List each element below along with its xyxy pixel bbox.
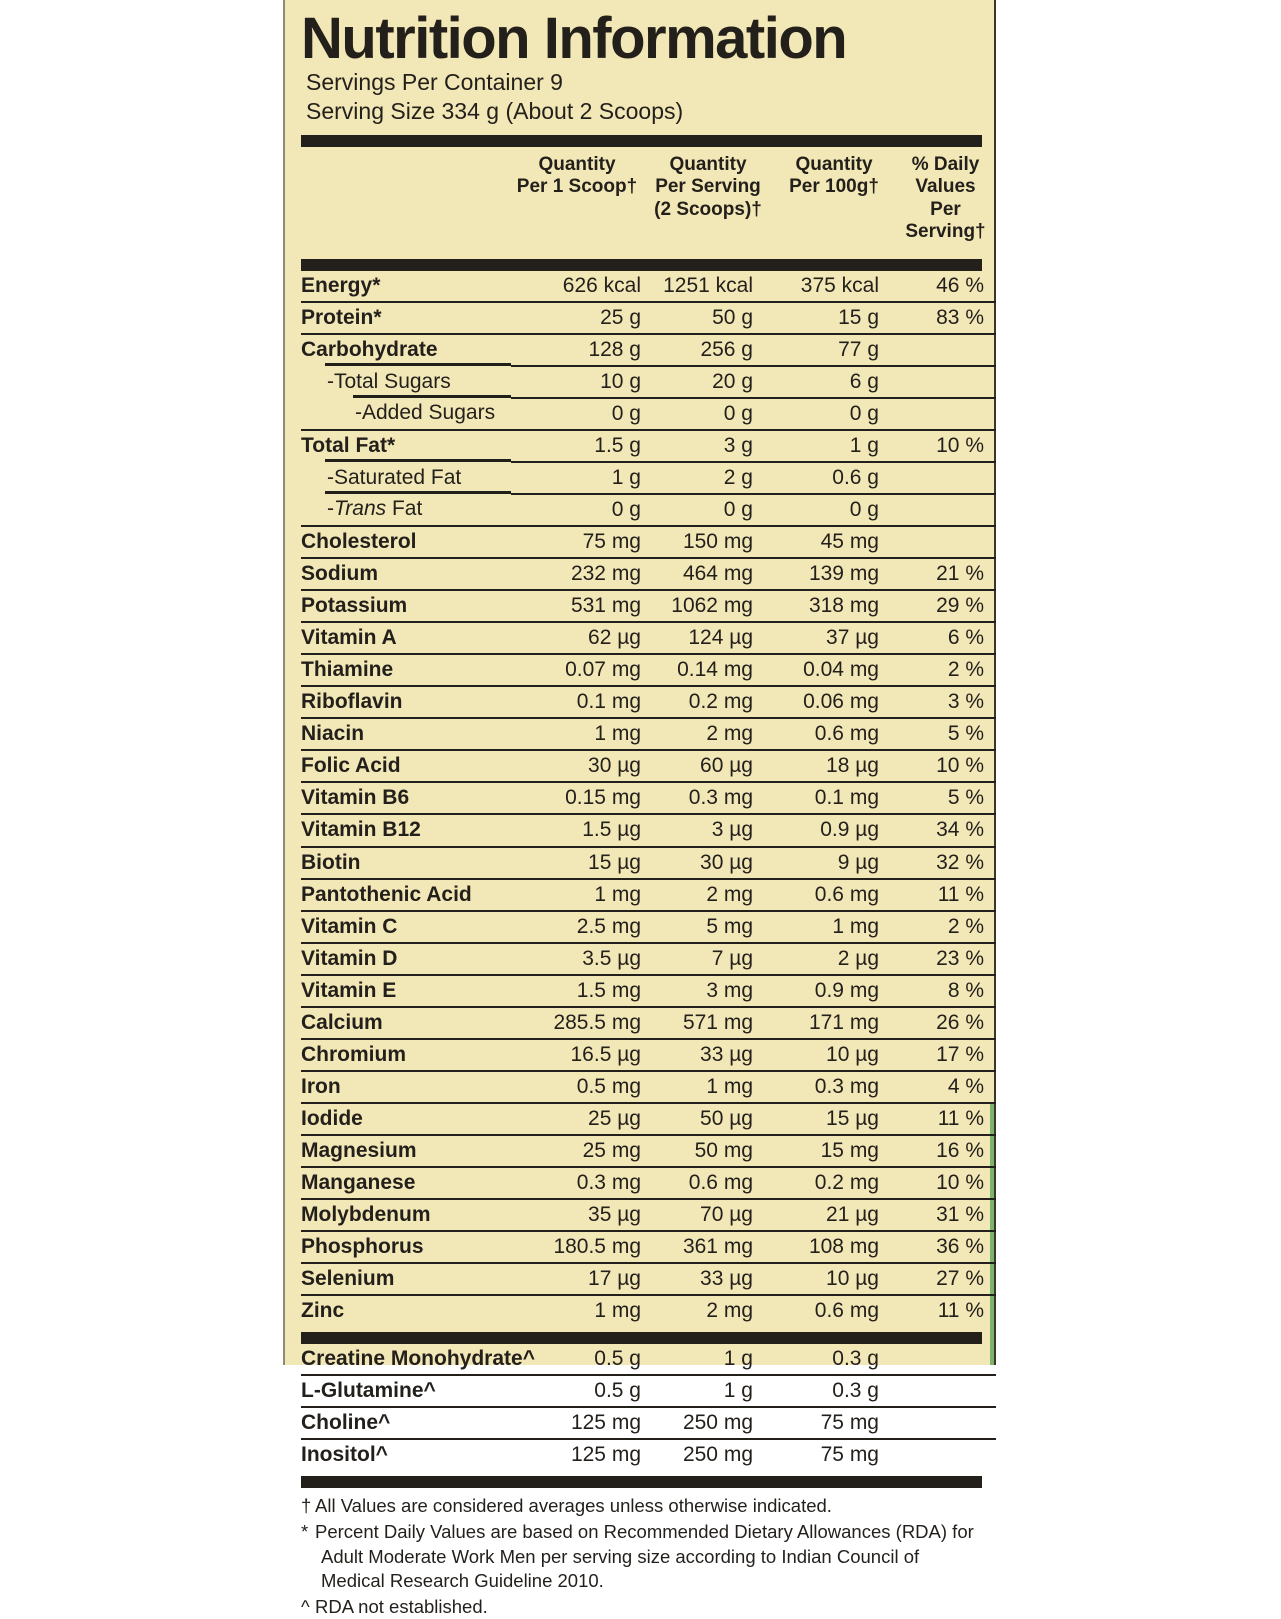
nutrient-name: Molybdenum — [301, 1199, 511, 1231]
footnote-dagger — [301, 1494, 982, 1519]
value-per-100g: 2 µg — [773, 943, 895, 975]
nutrient-name: Niacin — [301, 718, 511, 750]
value-per-1-scoop: 35 µg — [511, 1199, 643, 1231]
value-per-serving: 150 mg — [643, 526, 773, 558]
value-per-1-scoop: 25 µg — [511, 1103, 643, 1135]
nutrient-name: -Added Sugars — [301, 398, 511, 430]
value-per-serving: 30 µg — [643, 847, 773, 879]
value-per-100g: 0.9 mg — [773, 975, 895, 1007]
value-per-1-scoop: 15 µg — [511, 847, 643, 879]
value-per-serving: 50 mg — [643, 1135, 773, 1167]
value-per-1-scoop: 0.3 mg — [511, 1167, 643, 1199]
header-pdv-line3: Per Serving† — [905, 198, 986, 243]
value-per-100g: 0.3 g — [773, 1375, 895, 1407]
value-per-100g: 108 mg — [773, 1231, 895, 1263]
value-per-100g: 9 µg — [773, 847, 895, 879]
table-row — [301, 686, 996, 718]
value-per-1-scoop: 531 mg — [511, 590, 643, 622]
value-per-100g: 0.1 mg — [773, 782, 895, 814]
table-row — [301, 622, 996, 654]
value-per-serving: 0.6 mg — [643, 1167, 773, 1199]
table-row — [301, 590, 996, 622]
value-per-1-scoop: 1 mg — [511, 718, 643, 750]
value-per-serving: 1 g — [643, 1375, 773, 1407]
value-per-1-scoop: 30 µg — [511, 750, 643, 782]
value-per-1-scoop: 62 µg — [511, 622, 643, 654]
value-per-1-scoop: 1.5 g — [511, 430, 643, 462]
table-row — [301, 1407, 996, 1439]
value-per-100g: 1 mg — [773, 911, 895, 943]
table-row — [301, 814, 996, 846]
value-per-serving: 5 mg — [643, 911, 773, 943]
value-per-1-scoop: 125 mg — [511, 1439, 643, 1470]
value-per-1-scoop: 0.5 g — [511, 1375, 643, 1407]
value-per-100g: 171 mg — [773, 1007, 895, 1039]
value-per-serving: 3 mg — [643, 975, 773, 1007]
value-per-100g: 1 g — [773, 430, 895, 462]
value-per-serving: 361 mg — [643, 1231, 773, 1263]
value-per-serving: 70 µg — [643, 1199, 773, 1231]
value-per-serving: 2 g — [643, 462, 773, 494]
value-percent-daily: 3 % — [895, 686, 996, 718]
value-per-100g: 0.6 mg — [773, 879, 895, 911]
table-row — [301, 847, 996, 879]
value-per-1-scoop: 1.5 µg — [511, 814, 643, 846]
value-per-100g: 0.3 g — [832, 1347, 879, 1371]
value-percent-daily — [895, 1407, 996, 1439]
italic-term: Trans — [334, 497, 387, 521]
value-per-100g: 77 g — [773, 334, 895, 366]
value-percent-daily: 26 % — [895, 1007, 996, 1039]
value-per-1-scoop: 0.15 mg — [511, 782, 643, 814]
value-percent-daily: 11 % — [895, 879, 996, 911]
nutrient-name: Chromium — [301, 1039, 511, 1071]
nutrient-name: Sodium — [301, 558, 511, 590]
value-per-1-scoop: 1 g — [511, 462, 643, 494]
column-header-row — [301, 147, 996, 253]
value-per-100g: 37 µg — [773, 622, 895, 654]
table-row — [301, 1295, 996, 1326]
value-per-1-scoop: 1.5 mg — [511, 975, 643, 1007]
value-per-1-scoop: 25 mg — [511, 1135, 643, 1167]
value-per-100g: 0 g — [773, 494, 895, 526]
value-per-1-scoop: 75 mg — [511, 526, 643, 558]
value-per-serving: 1251 kcal — [663, 273, 753, 297]
nutrient-name: Cholesterol — [301, 526, 511, 558]
table-row — [301, 1135, 996, 1167]
value-percent-daily — [895, 1344, 996, 1375]
value-per-100g: 21 µg — [773, 1199, 895, 1231]
footnote-asterisk-marker: * — [301, 1520, 309, 1542]
table-row — [301, 1167, 996, 1199]
value-percent-daily: 31 % — [895, 1199, 996, 1231]
value-per-100g: 318 mg — [773, 590, 895, 622]
value-percent-daily: 23 % — [895, 943, 996, 975]
header-pdv-line2: Values — [915, 176, 976, 198]
header-per-100g-line1: Quantity — [795, 154, 873, 176]
nutrient-name: Riboflavin — [301, 686, 511, 718]
nutrient-name: Iodide — [301, 1103, 511, 1135]
header-bottom-bar — [301, 259, 982, 271]
nutrient-name: Manganese — [301, 1167, 511, 1199]
table-row — [301, 558, 996, 590]
table-row — [301, 526, 996, 558]
nutrient-name: Inositol^ — [301, 1439, 511, 1470]
value-per-1-scoop: 125 mg — [511, 1407, 643, 1439]
value-percent-daily: 5 % — [895, 718, 996, 750]
header-top-bar — [301, 135, 982, 147]
value-per-serving: 3 µg — [643, 814, 773, 846]
nutrient-name: L-Glutamine^ — [301, 1375, 511, 1407]
nutrient-name: Vitamin A — [301, 622, 511, 654]
table-row — [301, 1039, 996, 1071]
footnote-caret-marker: ^ — [301, 1595, 310, 1617]
value-per-1-scoop: 0.07 mg — [511, 654, 643, 686]
value-per-serving: 571 mg — [643, 1007, 773, 1039]
page-title: Nutrition Information — [301, 6, 847, 71]
nutrient-name: Zinc — [301, 1295, 511, 1326]
value-percent-daily: 27 % — [895, 1263, 996, 1295]
value-percent-daily — [895, 334, 996, 366]
header-nutrient — [301, 147, 511, 253]
nutrient-name: Folic Acid — [301, 750, 511, 782]
value-per-100g: 0.6 g — [773, 462, 895, 494]
column-header-table — [301, 147, 996, 253]
value-per-serving: 0.2 mg — [643, 686, 773, 718]
value-per-100g: 75 mg — [773, 1439, 895, 1470]
value-per-serving: 50 µg — [643, 1103, 773, 1135]
value-per-serving: 250 mg — [643, 1407, 773, 1439]
table-row — [301, 911, 996, 943]
nutrient-name: Vitamin E — [301, 975, 511, 1007]
value-per-serving: 1 mg — [643, 1071, 773, 1103]
value-per-serving: 3 g — [643, 430, 773, 462]
value-per-1-scoop: 180.5 mg — [511, 1231, 643, 1263]
table-row — [301, 430, 996, 462]
footnote-dagger-text: All Values are considered averages unless otherwise indicated. — [315, 1495, 832, 1517]
nutrient-name: Biotin — [301, 847, 511, 879]
nutrient-name: Vitamin C — [301, 911, 511, 943]
value-per-serving: 2 mg — [643, 879, 773, 911]
table-row — [301, 1199, 996, 1231]
table-row — [301, 943, 996, 975]
value-per-serving: 7 µg — [643, 943, 773, 975]
value-percent-daily: 21 % — [895, 558, 996, 590]
header-per-1-scoop-line2: Per 1 Scoop† — [516, 176, 638, 198]
value-per-serving: 250 mg — [643, 1439, 773, 1470]
value-per-100g: 75 mg — [773, 1407, 895, 1439]
value-per-100g: 0.04 mg — [773, 654, 895, 686]
value-per-serving: 60 µg — [643, 750, 773, 782]
value-per-serving: 33 µg — [643, 1263, 773, 1295]
value-per-1-scoop: 626 kcal — [562, 273, 641, 297]
value-per-serving: 0 g — [643, 494, 773, 526]
value-percent-daily: 36 % — [895, 1231, 996, 1263]
footnote-asterisk — [301, 1520, 982, 1594]
nutrient-name: -Saturated Fat — [301, 462, 511, 494]
nutrient-name: -Total Sugars — [301, 366, 511, 398]
table-row — [301, 1263, 996, 1295]
value-per-100g: 0 g — [773, 398, 895, 430]
value-percent-daily — [895, 494, 996, 526]
nutrient-name: Vitamin B6 — [301, 782, 511, 814]
value-per-100g: 0.3 mg — [773, 1071, 895, 1103]
footnotes — [301, 1488, 982, 1619]
extra-ingredients-top-bar — [301, 1332, 982, 1344]
value-per-100g: 0.6 mg — [773, 718, 895, 750]
value-percent-daily: 11 % — [895, 1295, 996, 1326]
value-per-100g: 15 g — [773, 302, 895, 334]
servings-per-container: Servings Per Container 9 — [306, 69, 563, 95]
table-row — [301, 1344, 996, 1375]
nutrient-name: Energy* — [301, 273, 381, 297]
value-per-serving: 464 mg — [643, 558, 773, 590]
value-percent-daily: 34 % — [895, 814, 996, 846]
footnote-dagger-marker: † — [301, 1495, 312, 1517]
value-per-serving: 1 g — [723, 1347, 753, 1371]
table-row — [301, 366, 996, 398]
value-per-serving: 2 mg — [643, 718, 773, 750]
header-per-serving-line2: Per Serving — [655, 176, 761, 198]
header-per-1-scoop-line1: Quantity — [538, 154, 616, 176]
value-per-1-scoop: 1 mg — [511, 879, 643, 911]
value-per-serving: 124 µg — [643, 622, 773, 654]
nutrient-table — [301, 271, 996, 1327]
value-percent-daily: 6 % — [895, 622, 996, 654]
nutrient-name: Magnesium — [301, 1135, 511, 1167]
header-percent-daily-values — [895, 147, 996, 253]
header-per-100g-line2: Per 100g† — [789, 176, 879, 198]
value-percent-daily — [895, 1375, 996, 1407]
value-per-1-scoop: 17 µg — [511, 1263, 643, 1295]
value-percent-daily — [895, 462, 996, 494]
value-percent-daily — [895, 526, 996, 558]
value-per-1-scoop: 232 mg — [511, 558, 643, 590]
header-per-serving-line1: Quantity — [669, 154, 747, 176]
table-row — [301, 1375, 996, 1407]
value-per-1-scoop: 10 g — [511, 366, 643, 398]
nutrient-name: Iron — [301, 1071, 511, 1103]
value-percent-daily: 83 % — [895, 302, 996, 334]
value-per-1-scoop: 1 mg — [511, 1295, 643, 1326]
nutrient-name: Carbohydrate — [301, 334, 511, 366]
value-per-1-scoop: 0 g — [511, 398, 643, 430]
header-per-100g — [773, 147, 895, 253]
value-per-serving: 256 g — [643, 334, 773, 366]
value-per-100g: 18 µg — [773, 750, 895, 782]
value-percent-daily: 11 % — [895, 1103, 996, 1135]
serving-size: Serving Size 334 g (About 2 Scoops) — [306, 97, 684, 124]
table-row — [301, 334, 996, 366]
value-per-1-scoop: 128 g — [511, 334, 643, 366]
value-per-100g: 375 kcal — [800, 273, 879, 297]
value-per-100g: 10 µg — [773, 1263, 895, 1295]
value-per-1-scoop: 2.5 mg — [511, 911, 643, 943]
value-per-100g: 0.6 mg — [773, 1295, 895, 1326]
table-row — [301, 975, 996, 1007]
value-per-1-scoop: 0.1 mg — [511, 686, 643, 718]
table-row — [301, 1071, 996, 1103]
value-per-1-scoop: 16.5 µg — [511, 1039, 643, 1071]
value-per-100g: 0.2 mg — [773, 1167, 895, 1199]
table-row — [301, 494, 996, 526]
value-per-serving: 33 µg — [643, 1039, 773, 1071]
header-per-serving — [643, 147, 773, 253]
value-per-100g: 45 mg — [773, 526, 895, 558]
value-percent-daily: 10 % — [895, 1167, 996, 1199]
table-row — [301, 782, 996, 814]
nutrient-name: Phosphorus — [301, 1231, 511, 1263]
nutrient-name: Protein* — [301, 302, 511, 334]
table-row — [301, 462, 996, 494]
value-per-100g: 15 µg — [773, 1103, 895, 1135]
value-per-serving: 1062 mg — [643, 590, 773, 622]
value-per-100g: 6 g — [773, 366, 895, 398]
nutrient-name: Thiamine — [301, 654, 511, 686]
value-percent-daily: 2 % — [895, 654, 996, 686]
header-per-serving-line3: (2 Scoops)† — [654, 198, 762, 220]
footnote-caret-text: RDA not established. — [315, 1595, 488, 1617]
footnote-asterisk-text: Percent Daily Values are based on Recommended Dietary Allowances (RDA) for Adult Moderate Work Men per serving size according to Indian Council of Medical Research Guideline 2010. — [315, 1520, 974, 1592]
header-per-1-scoop — [511, 147, 643, 253]
value-per-100g: 15 mg — [773, 1135, 895, 1167]
table-row — [301, 1103, 996, 1135]
value-per-serving: 0.14 mg — [643, 654, 773, 686]
value-percent-daily: 17 % — [895, 1039, 996, 1071]
nutrient-name: Potassium — [301, 590, 511, 622]
value-percent-daily: 10 % — [895, 430, 996, 462]
table-row — [301, 1007, 996, 1039]
value-per-1-scoop: 0 g — [511, 494, 643, 526]
nutrient-name: Calcium — [301, 1007, 511, 1039]
value-percent-daily: 46 % — [936, 273, 984, 297]
value-percent-daily: 4 % — [895, 1071, 996, 1103]
value-per-1-scoop: 285.5 mg — [511, 1007, 643, 1039]
value-percent-daily — [895, 398, 996, 430]
table-row — [301, 1231, 996, 1263]
value-per-100g: 0.06 mg — [773, 686, 895, 718]
value-percent-daily: 8 % — [895, 975, 996, 1007]
value-per-1-scoop: 0.5 g — [594, 1347, 641, 1371]
nutrient-name: Choline^ — [301, 1407, 511, 1439]
extra-ingredient-table — [301, 1344, 996, 1470]
table-row — [301, 302, 996, 334]
value-per-100g: 139 mg — [773, 558, 895, 590]
footnote-caret — [301, 1595, 982, 1619]
table-row — [301, 654, 996, 686]
value-per-serving: 0 g — [643, 398, 773, 430]
value-percent-daily: 5 % — [895, 782, 996, 814]
value-percent-daily: 16 % — [895, 1135, 996, 1167]
value-percent-daily: 10 % — [895, 750, 996, 782]
footnotes-top-bar — [301, 1476, 982, 1488]
value-per-serving: 0.3 mg — [643, 782, 773, 814]
value-per-serving: 50 g — [643, 302, 773, 334]
nutrient-name: Selenium — [301, 1263, 511, 1295]
value-percent-daily — [895, 1439, 996, 1470]
value-per-serving: 20 g — [643, 366, 773, 398]
table-row — [301, 1439, 996, 1470]
value-per-1-scoop: 25 g — [511, 302, 643, 334]
nutrient-name: -Trans Fat — [301, 494, 511, 526]
value-per-1-scoop: 0.5 mg — [511, 1071, 643, 1103]
header-pdv-line1: % Daily — [911, 154, 980, 176]
nutrient-name: Vitamin B12 — [301, 814, 511, 846]
value-per-100g: 0.9 µg — [773, 814, 895, 846]
table-row — [301, 271, 996, 302]
nutrient-name: Creatine Monohydrate^ — [301, 1347, 535, 1371]
table-row — [301, 750, 996, 782]
value-percent-daily — [895, 366, 996, 398]
value-per-serving: 2 mg — [643, 1295, 773, 1326]
value-per-100g: 10 µg — [773, 1039, 895, 1071]
nutrient-name: Vitamin D — [301, 943, 511, 975]
nutrient-name: Pantothenic Acid — [301, 879, 511, 911]
value-percent-daily: 29 % — [895, 590, 996, 622]
value-percent-daily: 32 % — [895, 847, 996, 879]
value-percent-daily: 2 % — [895, 911, 996, 943]
nutrition-information-panel — [283, 0, 996, 1617]
value-per-1-scoop: 3.5 µg — [511, 943, 643, 975]
table-row — [301, 879, 996, 911]
table-row — [301, 718, 996, 750]
table-row — [301, 398, 996, 430]
nutrient-name: Total Fat* — [301, 430, 511, 462]
